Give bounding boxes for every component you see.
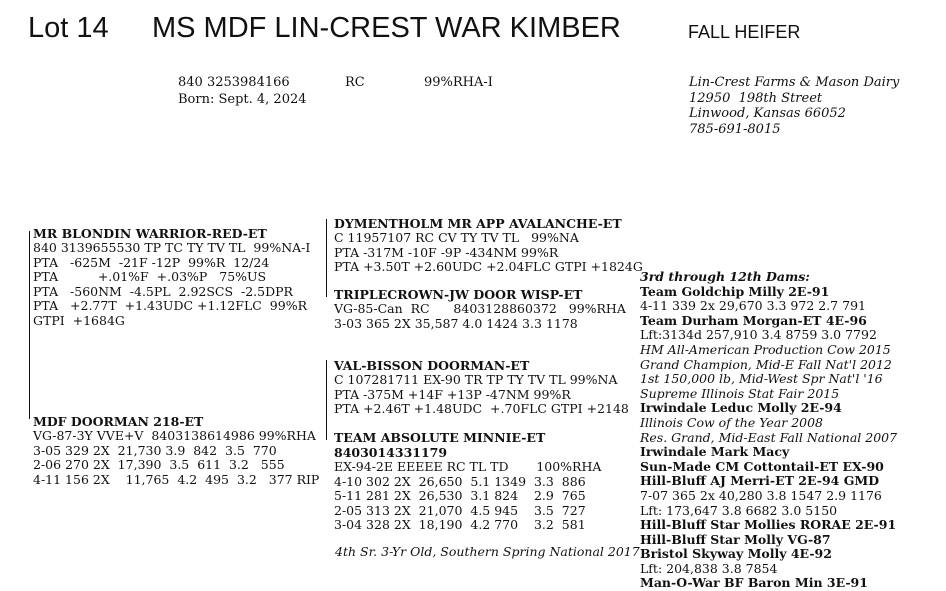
dam-dam-block <box>334 430 601 533</box>
sire-line: 840 3139655530 TP TC TY TV TL 99%NA-I <box>33 240 311 255</box>
sire-line: PTA -625M -21F -12P 99%R 12/24 <box>33 254 270 270</box>
ancestor-dam-name: Irwindale Leduc Molly 2E-94 <box>640 400 842 416</box>
sire-line: GTPI +1684G <box>33 312 125 328</box>
dam-dam-line: 3-04 328 2X 18,190 4.2 770 3.2 581 <box>334 517 586 533</box>
owner-street: 12950 198th Street <box>689 90 823 106</box>
dam-line: VG-87-3Y VVE+V 8403138614986 99%RHA <box>33 428 316 443</box>
owner-city: Linwood, Kansas 66052 <box>689 106 846 121</box>
pedigree-line-dam-parents <box>326 360 327 440</box>
ancestor-dam-name: Team Durham Morgan-ET 4E-96 <box>640 312 867 328</box>
dam-line: 2-06 270 2X 17,390 3.5 611 3.2 555 <box>33 457 285 473</box>
ancestor-dam-name: Man-O-War BF Baron Min 3E-91 <box>640 575 868 591</box>
sire-dam-block <box>334 287 626 331</box>
owner-name: Lin-Crest Farms & Mason Dairy <box>689 75 900 90</box>
dam-sire-block <box>334 358 629 417</box>
ancestor-dam-detail: 1st 150,000 lb, Mid-West Spr Nat'l '16 <box>640 371 883 387</box>
registration-code: RC <box>345 75 365 90</box>
dam-block <box>33 414 319 487</box>
owner-phone: 785-691-8015 <box>689 121 781 137</box>
dams-list <box>640 285 897 591</box>
ancestor-dam-detail: 7-07 365 2x 40,280 3.8 1547 2.9 1176 <box>640 487 882 503</box>
ancestor-dam-name: Hill-Bluff Star Mollies RORAE 2E-91 <box>640 517 897 533</box>
ancestor-dam-name: Team Goldchip Milly 2E-91 <box>640 283 830 299</box>
dam-dam-line: 4-10 302 2X 26,650 5.1 1349 3.3 886 <box>334 473 586 489</box>
sire-sire-line: PTA -317M -10F -9P -434NM 99%R <box>334 244 559 260</box>
sire-sire-block <box>334 216 643 275</box>
sire-sire-name: DYMENTHOLM MR APP AVALANCHE-ET <box>334 216 622 231</box>
sire-line: PTA +.01%F +.03%P 75%US <box>33 269 267 285</box>
dam-dam-award: 4th Sr. 3-Yr Old, Southern Spring National 2017 <box>335 544 640 559</box>
sire-dam-line: 3-03 365 2X 35,587 4.0 1424 3.3 1178 <box>334 315 578 331</box>
dam-name: MDF DOORMAN 218-ET <box>33 414 204 429</box>
ancestor-dam-detail: 4-11 339 2x 29,670 3.3 972 2.7 791 <box>640 298 866 314</box>
sire-dam-line: VG-85-Can RC 8403128860372 99%RHA <box>334 301 626 316</box>
ancestor-dam-detail: Grand Champion, Mid-E Fall Nat'l 2012 <box>640 356 892 372</box>
dam-dam-line: 2-05 313 2X 21,070 4.5 945 3.5 727 <box>334 502 586 518</box>
sire-line: PTA +2.77T +1.43UDC +1.12FLC 99%R <box>33 298 307 314</box>
registration-rha: 99%RHA-I <box>424 75 493 90</box>
dam-line: 4-11 156 2X 11,765 4.2 495 3.2 377 RIP <box>33 471 320 487</box>
dam-sire-line: C 107281711 EX-90 TR TP TY TV TL 99%NA <box>334 372 618 387</box>
registration-number: 840 3253984166 <box>178 75 290 90</box>
dams-block <box>640 270 897 591</box>
dams-heading: 3rd through 12th Dams: <box>640 269 810 284</box>
birth-date: Born: Sept. 4, 2024 <box>178 92 307 107</box>
ancestor-dam-name: Bristol Skyway Molly 4E-92 <box>640 546 832 562</box>
sire-line: PTA -560NM -4.5PL 2.92SCS -2.5DPR <box>33 283 293 299</box>
pedigree-line-sire-dam <box>29 231 30 419</box>
ancestor-dam-detail: Lft: 204,838 3.8 7854 <box>640 560 778 576</box>
ancestor-dam-detail: HM All-American Production Cow 2015 <box>640 341 891 357</box>
dam-line: 3-05 329 2X 21,730 3.9 842 3.5 770 <box>33 442 277 458</box>
dam-sire-line: PTA -375M +14F +13P -47NM 99%R <box>334 386 571 402</box>
dam-dam-line: EX-94-2E EEEEE RC TL TD 100%RHA <box>334 459 602 474</box>
owner-info <box>689 75 899 137</box>
sire-block <box>33 226 310 329</box>
ancestor-dam-name: Irwindale Mark Macy <box>640 444 790 460</box>
dam-sire-line: PTA +2.46T +1.48UDC +.70FLC GTPI +2148 <box>334 401 629 417</box>
dam-dam-name: TEAM ABSOLUTE MINNIE-ET <box>334 430 546 445</box>
ancestor-dam-name: Hill-Bluff Star Molly VG-87 <box>640 531 831 547</box>
ancestor-dam-detail: Lft:3134d 257,910 3.4 8759 3.0 7792 <box>640 327 877 343</box>
ancestor-dam-name: Sun-Made CM Cottontail-ET EX-90 <box>640 458 884 474</box>
sire-name: MR BLONDIN WARRIOR-RED-ET <box>33 226 267 241</box>
ancestor-dam-name: Hill-Bluff AJ Merri-ET 2E-94 GMD <box>640 473 880 489</box>
animal-class: FALL HEIFER <box>688 22 801 42</box>
sire-sire-line: C 11957107 RC CV TY TV TL 99%NA <box>334 230 579 245</box>
ancestor-dam-detail: Supreme Illinois Stat Fair 2015 <box>640 385 840 401</box>
ancestor-dam-detail: Res. Grand, Mid-East Fall National 2007 <box>640 429 898 445</box>
dam-dam-line: 5-11 281 2X 26,530 3.1 824 2.9 765 <box>334 488 586 504</box>
ancestor-dam-detail: Illinois Cow of the Year 2008 <box>640 414 824 430</box>
pedigree-line-sire-parents <box>326 219 327 297</box>
dam-sire-name: VAL-BISSON DOORMAN-ET <box>334 358 530 373</box>
sire-dam-name: TRIPLECROWN-JW DOOR WISP-ET <box>334 287 583 302</box>
dam-dam-registration: 8403014331179 <box>334 445 448 460</box>
ancestor-dam-detail: Lft: 173,647 3.8 6682 3.0 5150 <box>640 502 838 518</box>
lot-number: Lot 14 <box>28 12 109 44</box>
animal-name: MS MDF LIN-CREST WAR KIMBER <box>152 12 621 44</box>
sire-sire-line: PTA +3.50T +2.60UDC +2.04FLC GTPI +1824G <box>334 259 643 275</box>
